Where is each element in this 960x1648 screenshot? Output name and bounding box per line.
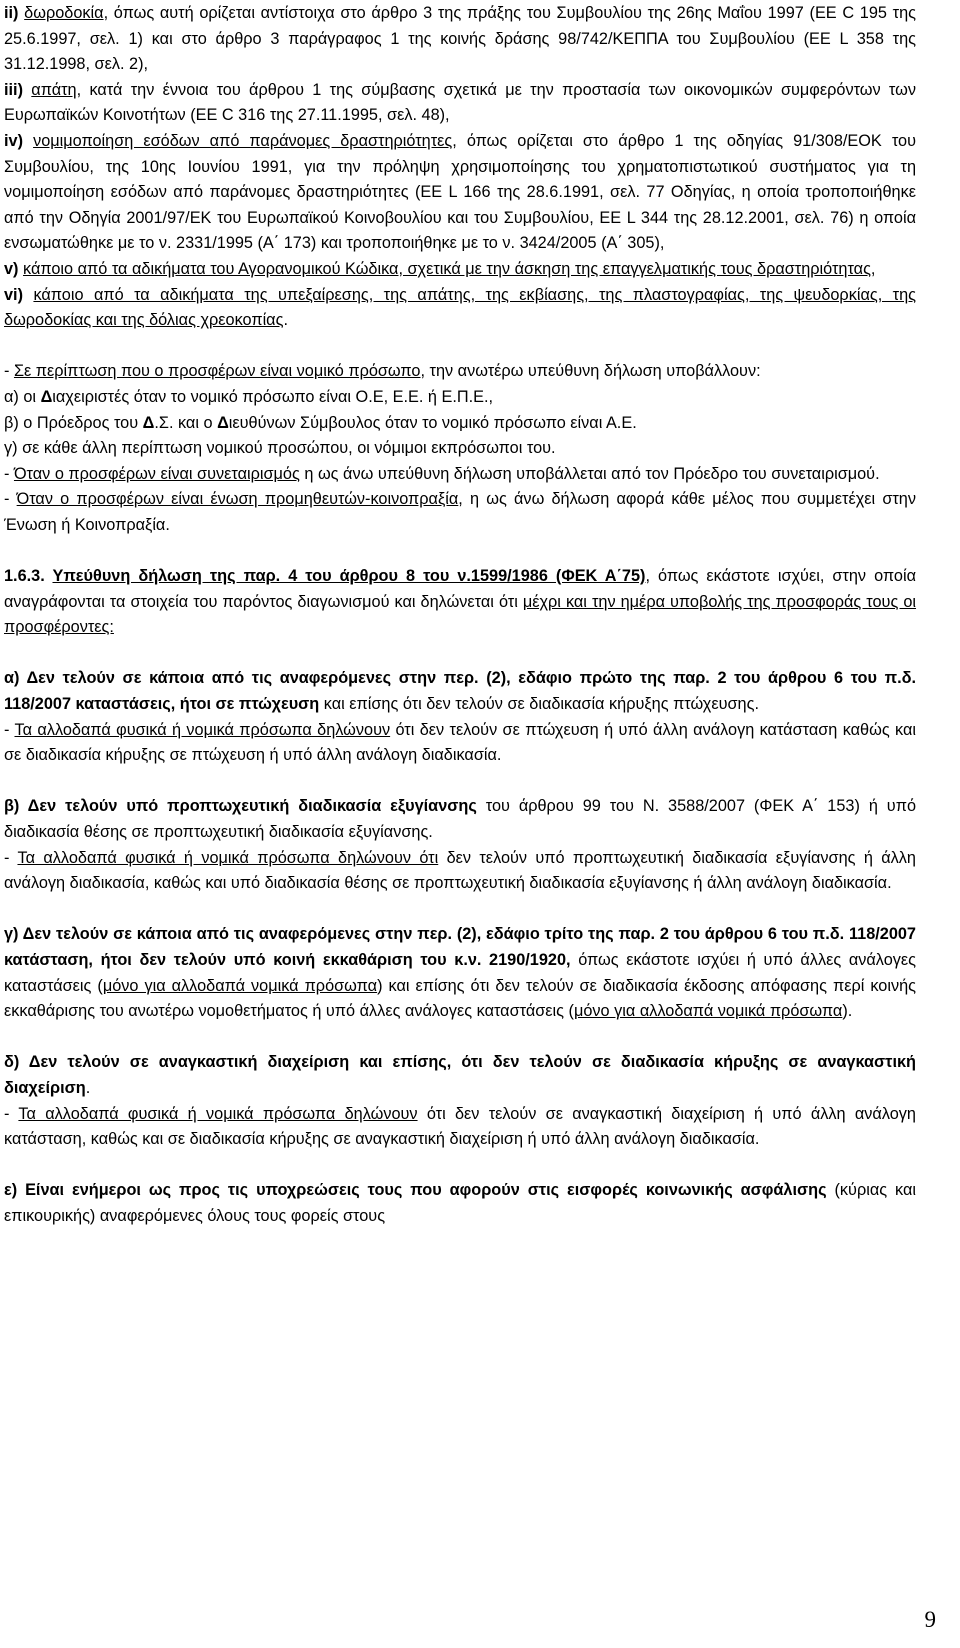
paragraph bbox=[4, 1050, 916, 1101]
paragraph-gap bbox=[4, 334, 916, 360]
text-run: Τα αλλοδαπά φυσικά ή νομικά πρόσωπα δηλώνουν ότι bbox=[17, 848, 439, 867]
text-run: iii) bbox=[4, 80, 32, 99]
text-run: (κύριας και επικουρικής) αναφερόμενες όλους τους φορείς στους bbox=[4, 1181, 916, 1225]
text-run: του άρθρου 99 του Ν. 3588/2007 (ΦΕΚ Α΄ 153) ή υπό διαδικασία θέσης σε προπτωχευτική διαδικασία εξυγίανσης. bbox=[4, 797, 916, 841]
paragraph-gap bbox=[4, 769, 916, 795]
text-run: Υπεύθυνη δήλωση της παρ. 4 του άρθρου 8 του ν.1599/1986 (ΦΕΚ Α΄75) bbox=[52, 567, 646, 586]
paragraph bbox=[4, 487, 916, 538]
text-run: v) bbox=[4, 259, 24, 278]
text-run: γ) σε κάθε άλλη περίπτωση νομικού προσώπου, οι νόμιμοι εκπρόσωποι του. bbox=[4, 439, 556, 458]
paragraph bbox=[4, 846, 916, 897]
paragraph bbox=[4, 564, 916, 641]
paragraph bbox=[4, 78, 916, 129]
text-run: β) ο Πρόεδρος του bbox=[4, 413, 143, 432]
text-run: Δ bbox=[142, 413, 155, 432]
text-run: Δ bbox=[217, 413, 229, 432]
text-run: .Σ. και ο bbox=[154, 413, 218, 432]
text-run: ). bbox=[842, 1002, 853, 1021]
paragraph bbox=[4, 1102, 916, 1153]
text-run: μόνο για αλλοδαπά νομικά πρόσωπα bbox=[102, 976, 378, 995]
paragraph-gap bbox=[4, 897, 916, 923]
text-run: vi) bbox=[4, 285, 34, 304]
paragraph bbox=[4, 922, 916, 1024]
text-run: α) οι bbox=[4, 387, 41, 406]
text-run: ότι δεν τελούν σε αναγκαστική διαχείριση ή υπό άλλη ανάλογη κατάσταση, καθώς και σε διαδικασία κήρυξης σε αναγκαστική διαχείριση ή υπό άλλη ανάλογη διαδικασία. bbox=[4, 1104, 916, 1149]
text-run: ιαχειριστές όταν το νομικό πρόσωπο είναι Ο.Ε, Ε.Ε. ή Ε.Π.Ε., bbox=[52, 387, 494, 406]
paragraph bbox=[4, 462, 916, 488]
text-run: ότι δεν τελούν σε πτώχευση ή υπό άλλη ανάλογη κατάσταση καθώς και σε διαδικασία κήρυξης σε πτώχευση ή υπό άλλη ανάλογη διαδικασία. bbox=[4, 720, 916, 765]
text-run: 1.6.3. bbox=[4, 567, 53, 586]
paragraph-gap bbox=[4, 1153, 916, 1179]
text-run: απάτη bbox=[31, 80, 77, 99]
text-run: - bbox=[4, 362, 14, 381]
paragraph bbox=[4, 436, 916, 462]
text-run: , η ως άνω δήλωση αφορά κάθε μέλος που συμμετέχει στην Ένωση ή Κοινοπραξία. bbox=[4, 490, 916, 534]
paragraph-gap bbox=[4, 1025, 916, 1051]
text-run: Τα αλλοδαπά φυσικά ή νομικά πρόσωπα δηλώνουν bbox=[18, 1104, 418, 1123]
text-run: δεν τελούν υπό προπτωχευτική διαδικασία εξυγίανσης ή άλλη ανάλογη διαδικασία, καθώς και υπό διαδικασία θέσης σε προπτωχευτική διαδικασία εξυγίανσης ή άλλη ανάλογη διαδικασία. bbox=[4, 848, 916, 893]
text-run: νομιμοποίηση εσόδων από παράνομες δραστηριότητες bbox=[33, 131, 453, 150]
text-run: όπως εκάστοτε ισχύει ή υπό άλλες ανάλογες καταστάσεις ( bbox=[4, 950, 916, 995]
paragraph bbox=[4, 411, 916, 437]
text-run: ιευθύνων Σύμβουλος όταν το νομικό πρόσωπο είναι Α.Ε. bbox=[228, 413, 637, 432]
text-run: , όπως εκάστοτε ισχύει, στην οποία αναγράφονται τα στοιχεία του παρόντος διαγωνισμού και δηλώνεται ότι bbox=[4, 567, 916, 611]
text-run: , όπως ορίζεται στο άρθρο 1 της οδηγίας 91/308/ΕΟΚ του Συμβουλίου, της 10ης Ιουνίου 1991, για την πρόληψη χρησιμοποίησης του χρηματοπιστωτικού συστήματος για τη νομιμοποίηση εσόδων από παράνομες δραστηριότητες (ΕΕ L 166 της 28.6.1991, σελ. 77 Οδηγίας, η οποία τροποποιήθηκε από την Οδηγία 2001/97/ΕΚ του Ευρωπαϊκού Κοινοβουλίου και του Συμβουλίου, ΕΕ L 344 της 28.12.2001, σελ. 76) η οποία ενσωματώθηκε με το ν. 2331/1995 (Α΄ 173) και τροποποιήθηκε με το ν. 3424/2005 (Α΄ 305), bbox=[4, 131, 917, 253]
text-run: δωροδοκία bbox=[24, 4, 104, 22]
text-run: , κατά την έννοια του άρθρου 1 της σύμβασης σχετικά με την προστασία των οικονομικών συμφερόντων των Ευρωπαϊκών Κοινοτήτων (ΕΕ C 316 της 27.11.1995, σελ. 48), bbox=[4, 80, 916, 125]
text-run: ) και επίσης ότι δεν τελούν σε διαδικασία έκδοσης απόφασης περί κοινής εκκαθάρισης του ανωτέρω νομοθετήματος ή υπό άλλες ανάλογες καταστάσεις ( bbox=[4, 976, 916, 1021]
paragraph bbox=[4, 666, 916, 717]
text-run: κάποιο από τα αδικήματα της υπεξαίρεσης, της απάτης, της εκβίασης, της πλαστογραφίας, της ψευδορκίας, της δωροδοκίας και της δόλιας χρεοκοπίας bbox=[4, 285, 916, 330]
text-run: - bbox=[4, 490, 17, 509]
paragraph bbox=[4, 385, 916, 411]
text-run: - bbox=[4, 1104, 19, 1123]
text-run: Όταν ο προσφέρων είναι ένωση προμηθευτών-κοινοπραξία bbox=[16, 490, 459, 509]
text-run: μέχρι και την ημέρα υποβολής της προσφοράς τους οι προσφέροντες: bbox=[4, 592, 917, 637]
paragraph bbox=[4, 1178, 916, 1229]
text-run: - bbox=[4, 720, 15, 739]
paragraph bbox=[4, 1, 916, 78]
text-run: γ) Δεν τελούν σε κάποια από τις αναφερόμενες στην περ. (2), εδάφιο τρίτο της παρ. 2 του άρθρου 6 του π.δ. 118/2007 κατάσταση, ήτοι δεν τελούν υπό κοινή εκκαθάριση του κ.ν. 2190/1920, bbox=[4, 925, 916, 969]
text-run: μόνο για αλλοδαπά νομικά πρόσωπα bbox=[573, 1002, 843, 1021]
text-run: ii) bbox=[4, 4, 25, 22]
text-run: - bbox=[4, 848, 18, 867]
paragraph bbox=[4, 359, 916, 385]
document-body bbox=[4, 1, 916, 1230]
text-run: Όταν ο προσφέρων είναι συνεταιρισμός bbox=[13, 464, 300, 483]
page-number: 9 bbox=[924, 1607, 936, 1632]
text-run: β) Δεν τελούν υπό προπτωχευτική διαδικασία εξυγίανσης bbox=[4, 797, 477, 816]
paragraph bbox=[4, 794, 916, 845]
paragraph bbox=[4, 283, 916, 334]
text-run: iv) bbox=[4, 131, 34, 150]
text-run: . bbox=[85, 1078, 91, 1097]
text-run: κάποιο από τα αδικήματα του Αγορανομικού Κώδικα, σχετικά με την άσκηση της επαγγελματικής τους δραστηριότητας, bbox=[23, 259, 876, 278]
text-run: α) Δεν τελούν σε κάποια από τις αναφερόμενες στην περ. (2), εδάφιο πρώτο της παρ. 2 του άρθρου 6 του π.δ. 118/2007 καταστάσεις, ήτοι σε πτώχευση bbox=[4, 669, 916, 714]
paragraph-gap bbox=[4, 538, 916, 564]
text-run: η ως άνω υπεύθυνη δήλωση υποβάλλεται από τον Πρόεδρο του συνεταιρισμού. bbox=[299, 464, 880, 483]
paragraph bbox=[4, 257, 916, 283]
text-run: Σε περίπτωση που ο προσφέρων είναι νομικό πρόσωπο bbox=[13, 362, 421, 381]
paragraph-gap bbox=[4, 641, 916, 667]
paragraph bbox=[4, 129, 916, 257]
paragraph bbox=[4, 718, 916, 769]
text-run: Τα αλλοδαπά φυσικά ή νομικά πρόσωπα δηλώνουν bbox=[14, 720, 391, 739]
text-run: . bbox=[283, 311, 288, 330]
text-run: - bbox=[4, 464, 14, 483]
text-run: Δ bbox=[40, 387, 53, 406]
text-run: ε) Είναι ενήμεροι ως προς τις υποχρεώσεις τους που αφορούν στις εισφορές κοινωνικής ασφάλισης bbox=[4, 1181, 827, 1200]
text-run: , όπως αυτή ορίζεται αντίστοιχα στο άρθρο 3 της πράξης του Συμβουλίου της 26ης Μαΐου 1997 (ΕΕ C 195 της 25.6.1997, σελ. 1) και στο άρθρο 3 παράγραφος 1 της κοινής δράσης 98/742/ΚΕΠΠΑ του Συμβουλίου (ΕΕ L 358 της 31.12.1998, σελ. 2), bbox=[4, 4, 916, 74]
text-run: , την ανωτέρω υπεύθυνη δήλωση υποβάλλουν: bbox=[420, 362, 761, 381]
text-run: και επίσης ότι δεν τελούν σε διαδικασία κήρυξης πτώχευσης. bbox=[319, 695, 759, 714]
text-run: δ) Δεν τελούν σε αναγκαστική διαχείριση και επίσης, ότι δεν τελούν σε διαδικασία κήρυξης σε αναγκαστική διαχείριση bbox=[4, 1053, 916, 1097]
